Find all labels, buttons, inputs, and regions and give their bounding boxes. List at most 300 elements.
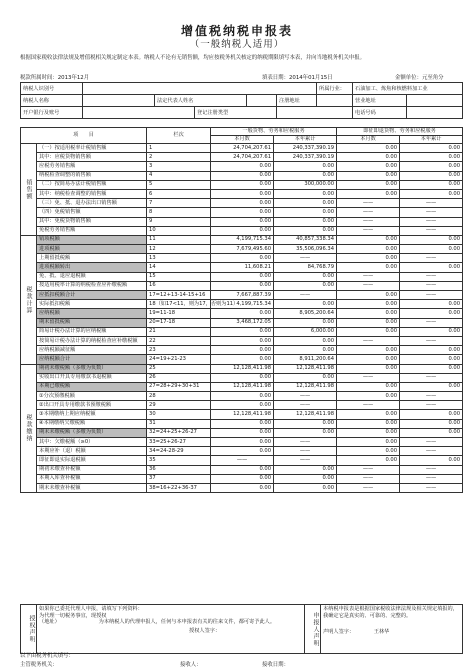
table-row — [21, 318, 463, 327]
row-general-ytd: 0.00 — [274, 162, 337, 171]
row-refund-ytd: 0.00 — [400, 309, 463, 318]
row-refund-month: —— — [337, 483, 400, 492]
row-general-month: 4,199,715.34 — [211, 235, 274, 244]
row-general-ytd: 8,905,200.64 — [274, 309, 337, 318]
row-lanno: 11 — [147, 235, 211, 244]
row-general-ytd: 0.00 — [274, 272, 337, 281]
row-label: 实际抵扣税额 — [37, 300, 147, 309]
row-general-month: 0.00 — [211, 355, 274, 364]
row-refund-ytd: 0.00 — [400, 419, 463, 428]
row-refund-month: 0.00 — [337, 419, 400, 428]
row-refund-month: —— — [337, 474, 400, 483]
row-label: 按适用税率计算的纳税检查应补缴税额 — [37, 281, 147, 290]
declaration-table — [20, 604, 463, 654]
table-row — [21, 382, 463, 391]
row-lanno: 2 — [147, 153, 211, 162]
table-row — [21, 171, 463, 180]
row-refund-ytd: 0.00 — [400, 382, 463, 391]
row-label: 应抵扣税额合计 — [37, 291, 147, 300]
row-general-month: 0.00 — [211, 346, 274, 355]
row-refund-ytd: —— — [400, 254, 463, 263]
row-refund-month: 0.00 — [337, 189, 400, 198]
row-label: ①分次预缴税额 — [37, 392, 147, 401]
row-general-month: 0.00 — [211, 208, 274, 217]
row-general-ytd: 0.00 — [274, 336, 337, 345]
row-general-ytd: 0.00 — [274, 419, 337, 428]
taxpayer-id-label: 纳税人识别号 — [21, 83, 83, 95]
row-refund-month: —— — [337, 401, 400, 410]
row-lanno: 25 — [147, 364, 211, 373]
taxpayer-id-value — [83, 83, 317, 95]
row-label: 其中：欠缴税额（≥0） — [37, 438, 147, 447]
row-lanno: 13 — [147, 254, 211, 263]
row-general-ytd: 0.00 — [274, 474, 337, 483]
amount-unit: 金额单位：元至角分 — [395, 75, 444, 81]
col-header-refund-ytd: 本年累计 — [400, 136, 463, 144]
table-row — [21, 180, 463, 189]
row-general-month: 0.00 — [211, 401, 274, 410]
form-instructions: 根据国家税收法律法规及增值税相关规定制定本表。纳税人不论有无销售额，均应按税务机关核定的纳税期限填写本表，并向当地税务机关申报。 — [20, 55, 366, 61]
row-label: 本期已缴税额 — [37, 382, 147, 391]
category-sales: 销售额 — [21, 144, 37, 236]
authorize-sign-label: 授权人签字： — [189, 627, 221, 634]
bus-address-value — [407, 95, 463, 107]
row-general-ytd: 0.00 — [274, 300, 337, 309]
row-refund-ytd: 0.00 — [400, 355, 463, 364]
table-row — [21, 291, 463, 300]
row-refund-month: 0.00 — [337, 456, 400, 465]
row-general-ytd: —— — [274, 291, 337, 300]
row-refund-ytd: —— — [400, 465, 463, 474]
row-refund-month: 0.00 — [337, 291, 400, 300]
row-general-month: 4,199,715.34 — [211, 300, 274, 309]
row-refund-ytd: 0.00 — [400, 410, 463, 419]
row-label: 应纳税额减征额 — [37, 346, 147, 355]
row-lanno: 30 — [147, 410, 211, 419]
receive-date-label: 接收日期： — [262, 662, 289, 668]
row-refund-month: 0.00 — [337, 245, 400, 254]
row-general-month: 0.00 — [211, 272, 274, 281]
row-lanno: 17=12+13-14-15+16 — [147, 291, 211, 300]
row-label: 本期入库查补税额 — [37, 474, 147, 483]
table-row — [21, 465, 463, 474]
row-general-month: 0.00 — [211, 217, 274, 226]
table-row — [21, 401, 463, 410]
table-row — [21, 144, 463, 153]
row-label: ③本期缴纳上期应纳税额 — [37, 410, 147, 419]
row-refund-month: —— — [337, 336, 400, 345]
row-refund-month: 0.00 — [337, 346, 400, 355]
table-row — [21, 447, 463, 456]
table-row — [21, 355, 463, 364]
row-lanno: 21 — [147, 327, 211, 336]
row-general-month: 0.00 — [211, 281, 274, 290]
row-label: 本期应补（退）税额 — [37, 447, 147, 456]
row-general-ytd: 84,768.79 — [274, 263, 337, 272]
reg-address-label: 注册地址 — [277, 95, 317, 107]
col-header-general-ytd: 本年累计 — [274, 136, 337, 144]
row-refund-ytd: 0.00 — [400, 153, 463, 162]
row-label: 上期留抵税额 — [37, 254, 147, 263]
table-row — [21, 392, 463, 401]
row-general-ytd: 0.00 — [274, 465, 337, 474]
bank-value — [83, 107, 195, 119]
row-label: 免、抵、退应退税额 — [37, 272, 147, 281]
row-refund-ytd: 0.00 — [400, 428, 463, 437]
row-general-month: 0.00 — [211, 392, 274, 401]
row-refund-month: —— — [337, 199, 400, 208]
table-row — [21, 300, 463, 309]
declare-category: 申报人声明 — [305, 605, 321, 654]
row-general-month: 0.00 — [211, 474, 274, 483]
row-refund-month: 0.00 — [337, 171, 400, 180]
row-lanno: 4 — [147, 171, 211, 180]
row-general-month: 0.00 — [211, 327, 274, 336]
row-general-ytd: —— — [274, 254, 337, 263]
row-label: （二）按简易办法计税销售额 — [37, 180, 147, 189]
bank-label: 开户银行及账号 — [21, 107, 83, 119]
row-lanno: 1 — [147, 144, 211, 153]
row-general-month: 0.00 — [211, 180, 274, 189]
row-lanno: 3 — [147, 162, 211, 171]
row-lanno: 29 — [147, 401, 211, 410]
row-label: 销项税额 — [37, 235, 147, 244]
row-general-month: 0.00 — [211, 226, 274, 235]
industry-value: 石油加工、炼焦和核燃料加工业 — [353, 83, 463, 95]
row-refund-ytd: 0.00 — [400, 245, 463, 254]
row-general-ytd: 300,000.00 — [274, 180, 337, 189]
row-label: 纳税检查调整的销售额 — [37, 171, 147, 180]
col-header-refund: 即征即退货物、劳务和应税服务 — [337, 128, 463, 136]
reg-type-value — [277, 107, 353, 119]
row-lanno: 27=28+29+30+31 — [147, 382, 211, 391]
row-refund-month: —— — [337, 217, 400, 226]
table-row — [21, 410, 463, 419]
table-row — [21, 327, 463, 336]
row-refund-month: 0.00 — [337, 180, 400, 189]
row-label: 期末留抵税额 — [37, 318, 147, 327]
row-refund-month: 0.00 — [337, 355, 400, 364]
col-header-refund-month: 本月数 — [337, 136, 400, 144]
row-refund-ytd: 0.00 — [400, 327, 463, 336]
row-refund-ytd: —— — [400, 208, 463, 217]
row-refund-month: —— — [337, 373, 400, 382]
row-general-month: 12,128,411.98 — [211, 364, 274, 373]
authorize-category: 授权声明 — [21, 605, 37, 654]
row-general-ytd: 35,506,096.34 — [274, 245, 337, 254]
row-general-month: 0.00 — [211, 373, 274, 382]
table-row — [21, 153, 463, 162]
authorize-text-3: （地址） 为本纳税人的代理申报人，任何与本申报表有关的往来文件，都可寄予此人。 — [39, 619, 276, 625]
col-header-item: 项 目 — [21, 128, 147, 144]
row-label: 应纳税额合计 — [37, 355, 147, 364]
row-label: 按简易计税办法计算的纳税检查应补缴税额 — [37, 336, 147, 345]
reg-address-value — [317, 95, 353, 107]
row-lanno: 33=25+26-27 — [147, 438, 211, 447]
row-general-month: —— — [211, 456, 274, 465]
reg-type-label: 登记注册类型 — [195, 107, 277, 119]
table-row — [21, 189, 463, 198]
table-row — [21, 336, 463, 345]
row-lanno: 6 — [147, 189, 211, 198]
table-row — [21, 483, 463, 492]
row-lanno: 24=19+21-23 — [147, 355, 211, 364]
row-refund-ytd: —— — [400, 272, 463, 281]
table-row — [21, 226, 463, 235]
row-refund-ytd: —— — [400, 373, 463, 382]
row-lanno: 23 — [147, 346, 211, 355]
row-general-ytd: 8,911,200.64 — [274, 355, 337, 364]
declare-sign-label: 声明人签字： — [323, 629, 355, 635]
table-row — [21, 254, 463, 263]
row-refund-month: —— — [337, 465, 400, 474]
row-general-month: 0.00 — [211, 171, 274, 180]
table-row — [21, 272, 463, 281]
row-general-ytd: 12,128,411.98 — [274, 382, 337, 391]
row-refund-month: —— — [337, 272, 400, 281]
row-refund-month: —— — [337, 281, 400, 290]
row-refund-ytd: 0.00 — [400, 300, 463, 309]
row-general-month: 24,704,207.61 — [211, 144, 274, 153]
row-refund-ytd: —— — [400, 474, 463, 483]
legal-rep-label: 法定代表人姓名 — [155, 95, 247, 107]
row-general-month: 0.00 — [211, 447, 274, 456]
row-general-month: 7,667,887.39 — [211, 291, 274, 300]
row-general-month: 0.00 — [211, 254, 274, 263]
table-row — [21, 235, 463, 244]
row-general-ytd: —— — [274, 438, 337, 447]
row-general-month: 0.00 — [211, 428, 274, 437]
row-refund-ytd: —— — [400, 281, 463, 290]
row-label: 期末未缴税额（多缴为负数） — [37, 428, 147, 437]
row-general-ytd: 0.00 — [274, 189, 337, 198]
phone-value — [407, 107, 463, 119]
row-refund-month: —— — [337, 226, 400, 235]
row-label: 应纳税额 — [37, 309, 147, 318]
bus-address-label: 营业地址 — [353, 95, 407, 107]
row-general-month: 7,679,495.60 — [211, 245, 274, 254]
fill-date: 填表日期：2014年01月15日 — [262, 75, 333, 81]
row-label: 进项税额 — [37, 245, 147, 254]
row-refund-ytd: 0.00 — [400, 456, 463, 465]
table-row — [21, 438, 463, 447]
row-refund-month: 0.00 — [337, 318, 400, 327]
row-lanno: 14 — [147, 263, 211, 272]
row-refund-month: 0.00 — [337, 153, 400, 162]
row-refund-ytd: 0.00 — [400, 171, 463, 180]
row-general-ytd: 0.00 — [274, 171, 337, 180]
row-refund-ytd: —— — [400, 226, 463, 235]
row-refund-month: —— — [337, 208, 400, 217]
row-general-ytd: 0.00 — [274, 483, 337, 492]
row-label: 免税劳务销售额 — [37, 226, 147, 235]
row-general-month: 0.00 — [211, 465, 274, 474]
table-row — [21, 199, 463, 208]
row-refund-month: 0.00 — [337, 364, 400, 373]
row-label: （三）免、抵、退办法出口销售额 — [37, 199, 147, 208]
row-general-ytd: 6,000.00 — [274, 327, 337, 336]
table-row — [21, 245, 463, 254]
row-lanno: 32=24+25+26-27 — [147, 428, 211, 437]
row-general-ytd: 240,337,390.19 — [274, 144, 337, 153]
row-refund-ytd: 0.00 — [400, 144, 463, 153]
row-label: 其中：免税货物销售额 — [37, 217, 147, 226]
row-refund-ytd: 0.00 — [400, 364, 463, 373]
row-general-ytd: 0.00 — [274, 318, 337, 327]
row-general-ytd: 40,857,338.34 — [274, 235, 337, 244]
row-label: 期初未缴查补税额 — [37, 465, 147, 474]
authorize-text-1: 如果你已委托代理人申报，请填写下列资料： — [39, 606, 143, 612]
tax-authority-label: 主管税务机关： — [20, 662, 58, 668]
row-lanno: 12 — [147, 245, 211, 254]
col-header-lanno: 栏次 — [147, 128, 211, 144]
row-lanno: 35 — [147, 456, 211, 465]
row-refund-month: 0.00 — [337, 410, 400, 419]
row-general-ytd: —— — [274, 456, 337, 465]
row-label: 简易计税办法计算的应纳税额 — [37, 327, 147, 336]
row-general-month: 3,468,172.05 — [211, 318, 274, 327]
form-title: 增值税纳税申报表 — [180, 24, 293, 38]
row-lanno: 31 — [147, 419, 211, 428]
row-general-month: 0.00 — [211, 419, 274, 428]
row-label: 应税劳务销售额 — [37, 162, 147, 171]
row-refund-month: 0.00 — [337, 447, 400, 456]
declare-text: 本纳税申报表是根据国家税收法律法规及相关规定填报的，我确定它是真实的、可靠的、完整的。 — [323, 606, 458, 619]
row-refund-ytd: 0.00 — [400, 346, 463, 355]
row-refund-ytd: —— — [400, 336, 463, 345]
row-label: 实收出口开具专用缴款书退税额 — [37, 373, 147, 382]
table-row — [21, 364, 463, 373]
row-refund-ytd: 0.00 — [400, 180, 463, 189]
declare-signature: 王林华 — [373, 629, 390, 635]
row-refund-month: 0.00 — [337, 254, 400, 263]
category-tax-calc: 税款计算 — [21, 235, 37, 364]
row-label: ④本期缴纳欠缴税额 — [37, 419, 147, 428]
taxpayer-name-value — [83, 95, 155, 107]
row-refund-month: 0.00 — [337, 300, 400, 309]
row-general-ytd: 0.00 — [274, 428, 337, 437]
row-refund-ytd: 0.00 — [400, 162, 463, 171]
row-lanno: 26 — [147, 373, 211, 382]
row-refund-month: 0.00 — [337, 327, 400, 336]
row-general-ytd: 240,337,390.19 — [274, 153, 337, 162]
row-general-month: 0.00 — [211, 162, 274, 171]
table-row — [21, 309, 463, 318]
row-lanno: 36 — [147, 465, 211, 474]
row-general-ytd: —— — [274, 392, 337, 401]
row-general-month: 0.00 — [211, 336, 274, 345]
row-refund-ytd: 0.00 — [400, 235, 463, 244]
authorize-section — [37, 605, 305, 654]
table-row — [21, 162, 463, 171]
row-refund-ytd: —— — [400, 217, 463, 226]
row-refund-ytd: —— — [400, 392, 463, 401]
table-row — [21, 373, 463, 382]
row-refund-month: 0.00 — [337, 309, 400, 318]
declare-sign-row — [323, 619, 460, 636]
row-label: ②出口开具专用缴款书预缴税额 — [37, 401, 147, 410]
row-refund-ytd: —— — [400, 318, 463, 327]
legal-rep-value — [247, 95, 277, 107]
row-general-ytd: 0.00 — [274, 281, 337, 290]
tax-main-table — [20, 127, 463, 493]
table-row — [21, 428, 463, 437]
row-general-month: 24,704,207.61 — [211, 153, 274, 162]
row-refund-ytd: —— — [400, 447, 463, 456]
row-general-ytd: 0.00 — [274, 217, 337, 226]
industry-label: 所属行业： — [317, 83, 353, 95]
table-row — [21, 346, 463, 355]
row-label: 即征即退实际退税额 — [37, 456, 147, 465]
form-subtitle: （一般纳税人适用） — [189, 39, 285, 50]
row-refund-ytd: —— — [400, 199, 463, 208]
row-general-ytd: 12,128,411.98 — [274, 410, 337, 419]
row-label: 进项税额转出 — [37, 263, 147, 272]
row-lanno: 16 — [147, 281, 211, 290]
row-general-month: 11,608.21 — [211, 263, 274, 272]
row-general-month: 12,128,411.98 — [211, 410, 274, 419]
taxpayer-info-table — [20, 82, 463, 119]
col-header-general-month: 本月数 — [211, 136, 274, 144]
row-general-month: 0.00 — [211, 189, 274, 198]
table-row — [21, 217, 463, 226]
authorize-text-2: 为代理一切税务事宜，现授权 — [39, 612, 107, 619]
row-general-ytd: 0.00 — [274, 346, 337, 355]
row-lanno: 15 — [147, 272, 211, 281]
row-label: 其中：纳税检查调整的销售额 — [37, 189, 147, 198]
row-refund-month: 0.00 — [337, 263, 400, 272]
row-refund-month: 0.00 — [337, 428, 400, 437]
row-lanno: 28 — [147, 392, 211, 401]
row-refund-ytd: —— — [400, 401, 463, 410]
tax-period: 税款所属时间：2013年12月 — [20, 75, 90, 81]
row-label: （四）免税销售额 — [37, 208, 147, 217]
taxpayer-name-label: 纳税人名称 — [21, 95, 83, 107]
row-refund-month: 0.00 — [337, 382, 400, 391]
row-general-ytd: 0.00 — [274, 199, 337, 208]
row-refund-month: 0.00 — [337, 438, 400, 447]
row-lanno: 22 — [147, 336, 211, 345]
row-label: 其中：应税货物销售额 — [37, 153, 147, 162]
row-general-ytd: 0.00 — [274, 208, 337, 217]
row-general-ytd: 12,128,411.98 — [274, 364, 337, 373]
row-refund-month: 0.00 — [337, 144, 400, 153]
table-row — [21, 208, 463, 217]
row-lanno: 34=24-28-29 — [147, 447, 211, 456]
row-refund-month: 0.00 — [337, 162, 400, 171]
table-row — [21, 419, 463, 428]
row-general-month: 0.00 — [211, 199, 274, 208]
col-header-general: 一般货物、劳务和应税服务 — [211, 128, 337, 136]
table-row — [21, 474, 463, 483]
row-general-ytd: 0.00 — [274, 373, 337, 382]
row-lanno: 20=17-18 — [147, 318, 211, 327]
row-refund-ytd: —— — [400, 483, 463, 492]
row-general-month: 0.00 — [211, 483, 274, 492]
row-label: 期末未缴查补税额 — [37, 483, 147, 492]
category-tax-pay: 税款缴纳 — [21, 364, 37, 493]
receiver-label: 接收人： — [180, 662, 202, 668]
declare-section — [321, 605, 463, 654]
tax-office-label: 以下由税务机关填写： — [20, 653, 74, 659]
row-general-ytd: —— — [274, 401, 337, 410]
row-refund-month: 0.00 — [337, 392, 400, 401]
row-lanno: 10 — [147, 226, 211, 235]
row-label: 期初未缴税额（多缴为负数） — [37, 364, 147, 373]
table-row — [21, 263, 463, 272]
row-lanno: 7 — [147, 199, 211, 208]
row-refund-month: 0.00 — [337, 235, 400, 244]
